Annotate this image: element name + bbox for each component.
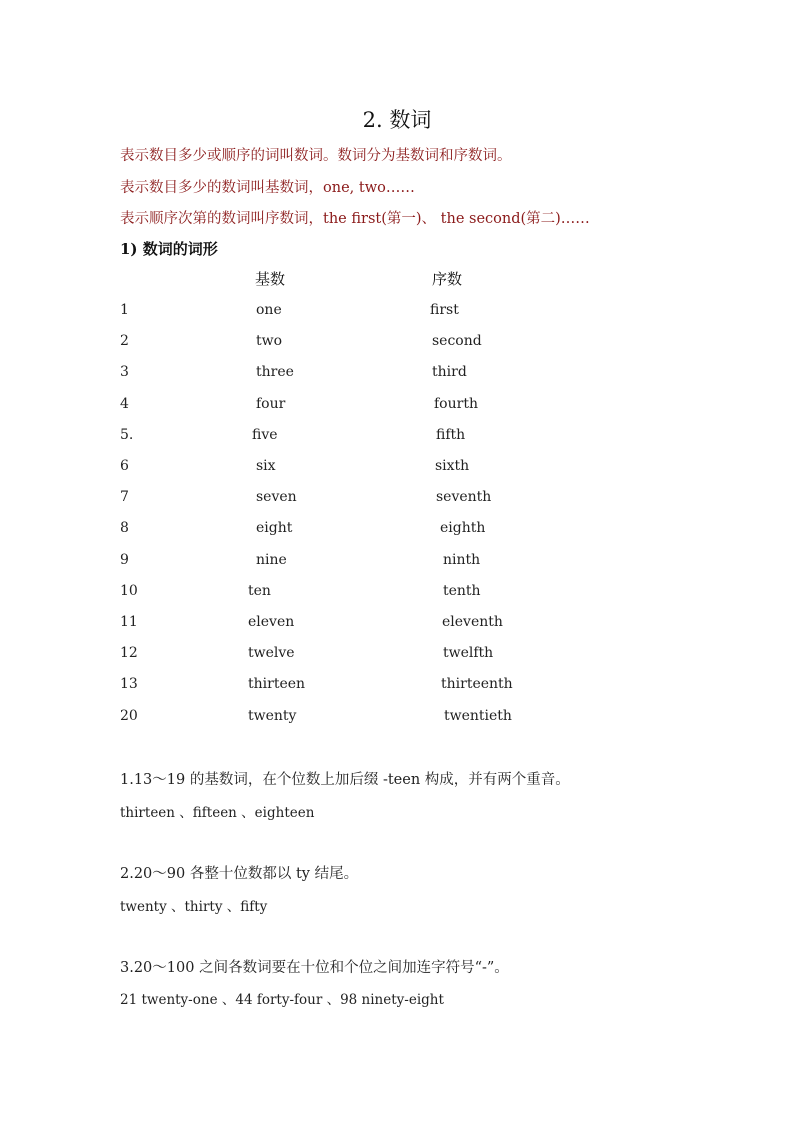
ordinal-word: third <box>432 364 467 380</box>
row-number: 10 <box>120 583 138 599</box>
row-number: 7 <box>120 489 129 505</box>
ordinal-word: thirteenth <box>441 676 513 692</box>
cardinal-word: two <box>256 333 283 349</box>
ordinal-word: second <box>432 333 482 349</box>
row-number: 6 <box>120 458 129 474</box>
table-row <box>0 302 794 322</box>
table-row <box>0 489 794 509</box>
row-number: 11 <box>120 614 138 630</box>
cardinal-word: twenty <box>248 708 297 724</box>
intro-definition: 表示数目多少或顺序的词叫数词。数词分为基数词和序数词。 <box>120 148 512 164</box>
table-row <box>0 396 794 416</box>
cardinal-word: three <box>256 364 294 380</box>
row-number: 12 <box>120 645 138 661</box>
page-title: 2. 数词 <box>362 108 432 132</box>
table-row <box>0 583 794 603</box>
ordinal-word: twelfth <box>443 645 494 661</box>
table-row <box>0 427 794 447</box>
table-row <box>0 520 794 540</box>
example-ty: twenty 、thirty 、fifty <box>120 899 268 915</box>
ordinal-word: tenth <box>443 583 481 599</box>
table-row <box>0 614 794 634</box>
cardinal-word: five <box>252 427 278 443</box>
row-number: 5. <box>120 427 134 443</box>
rule-hyphen: 3.20～100 之间各数词要在十位和个位之间加连字符号“-”。 <box>120 960 509 976</box>
cardinal-word: four <box>256 396 286 412</box>
intro-ordinal: 表示顺序次第的数词叫序数词，the first(第一)、 the second(第二)…… <box>120 211 590 227</box>
rule-teen: 1.13～19 的基数词，在个位数上加后缀 -teen 构成，并有两个重音。 <box>120 772 570 788</box>
cardinal-word: eight <box>256 520 293 536</box>
ordinal-word: seventh <box>436 489 492 505</box>
ordinal-word: fifth <box>436 427 466 443</box>
table-row <box>0 676 794 696</box>
row-number: 2 <box>120 333 129 349</box>
row-number: 20 <box>120 708 138 724</box>
intro-cardinal: 表示数目多少的数词叫基数词，one, two…… <box>120 180 415 196</box>
row-number: 9 <box>120 552 129 568</box>
cardinal-word: six <box>256 458 276 474</box>
ordinal-word: ninth <box>443 552 481 568</box>
ordinal-word: sixth <box>435 458 470 474</box>
cardinal-word: eleven <box>248 614 295 630</box>
cardinal-word: ten <box>248 583 271 599</box>
row-number: 4 <box>120 396 129 412</box>
example-hyphen: 21 twenty-one 、44 forty-four 、98 ninety-eight <box>120 992 444 1008</box>
section-heading: 1) 数词的词形 <box>120 240 218 258</box>
cardinal-word: one <box>256 302 282 318</box>
rule-ty: 2.20～90 各整十位数都以 ty 结尾。 <box>120 866 359 882</box>
cardinal-word: nine <box>256 552 287 568</box>
cardinal-word: twelve <box>248 645 295 661</box>
ordinal-word: first <box>430 302 459 318</box>
table-row <box>0 458 794 478</box>
table-row <box>0 364 794 384</box>
column-header-ordinal: 序数 <box>432 270 463 288</box>
ordinal-word: fourth <box>434 396 478 412</box>
row-number: 1 <box>120 302 129 318</box>
table-row <box>0 552 794 572</box>
example-teen: thirteen 、fifteen 、eighteen <box>120 805 315 821</box>
table-row <box>0 645 794 665</box>
table-row <box>0 333 794 353</box>
row-number: 8 <box>120 520 129 536</box>
column-header-cardinal: 基数 <box>255 270 286 288</box>
row-number: 3 <box>120 364 129 380</box>
ordinal-word: twentieth <box>444 708 512 724</box>
table-row <box>0 708 794 728</box>
cardinal-word: seven <box>256 489 297 505</box>
row-number: 13 <box>120 676 138 692</box>
ordinal-word: eleventh <box>442 614 503 630</box>
cardinal-word: thirteen <box>248 676 306 692</box>
ordinal-word: eighth <box>440 520 486 536</box>
